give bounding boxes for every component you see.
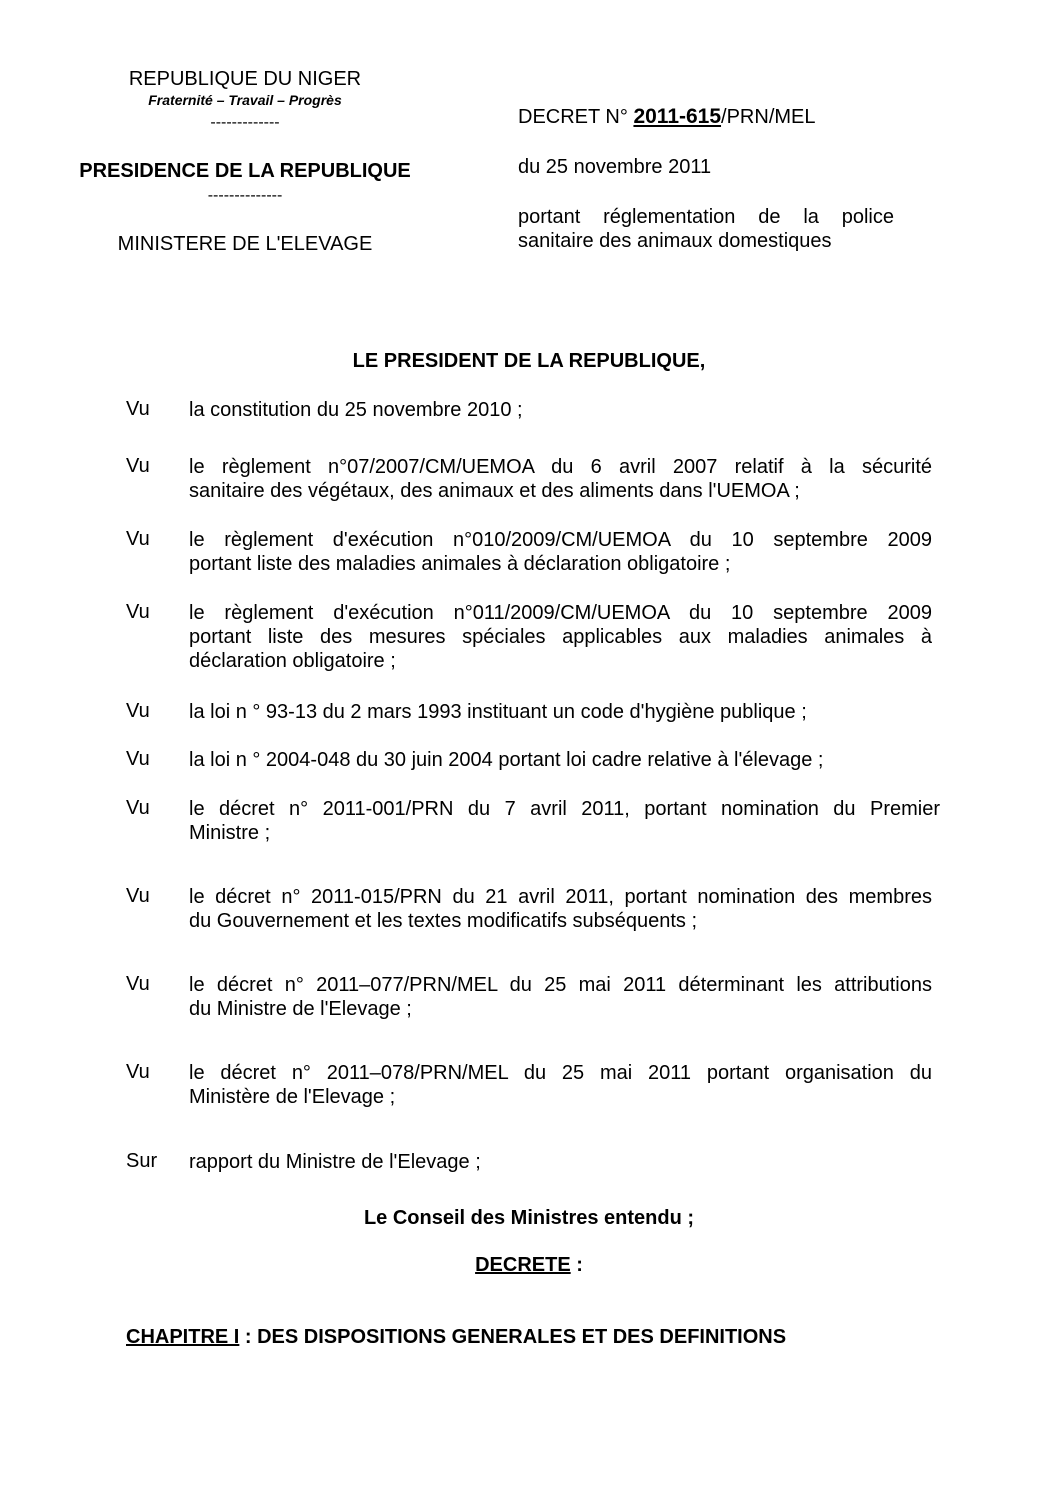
decree-prefix: DECRET N° [518, 106, 628, 128]
visa-line: déclaration obligatoire ; [189, 650, 396, 672]
decree-subject-line: sanitaire des animaux domestiques [518, 230, 832, 252]
visa-label: Vu [126, 601, 150, 623]
visa-label: Vu [126, 398, 150, 420]
visa-line: sanitaire des végétaux, des animaux et des aliments dans l'UEMOA ; [189, 480, 800, 502]
visa-line: Ministère de l'Elevage ; [189, 1086, 396, 1108]
visa-label: Vu [126, 797, 150, 819]
decree-reference [518, 105, 816, 129]
visa-line: rapport du Ministre de l'Elevage ; [189, 1151, 481, 1173]
visa-label: Vu [126, 973, 150, 995]
visa-text [189, 528, 932, 576]
decree-date: du 25 novembre 2011 [518, 156, 712, 178]
decrete-word: DECRETE [475, 1254, 571, 1276]
visa-text [189, 797, 940, 845]
visa-line: la loi n ° 2004-048 du 30 juin 2004 portant loi cadre relative à l'élevage ; [189, 749, 824, 771]
visa-line: le décret n° 2011-001/PRN du 7 avril 2011, portant nomination du Premier [189, 798, 940, 820]
visa-text [189, 1150, 932, 1174]
visa-text [189, 973, 932, 1021]
visa-text [189, 700, 932, 724]
preamble-title: LE PRESIDENT DE LA REPUBLIQUE, [352, 350, 706, 372]
visa-line: la constitution du 25 novembre 2010 ; [189, 399, 523, 421]
visa-line: le règlement d'exécution n°010/2009/CM/UEMOA du 10 septembre 2009 [189, 529, 932, 551]
visa-line: le décret n° 2011-015/PRN du 21 avril 2011, portant nomination des membres [189, 886, 932, 908]
chapter-title: : DES DISPOSITIONS GENERALES ET DES DEFINITIONS [239, 1326, 787, 1348]
visa-text [189, 885, 932, 933]
visa-label: Vu [126, 528, 150, 550]
separator-1: ------------- [210, 114, 280, 131]
visa-text [189, 748, 932, 772]
visa-line: du Ministre de l'Elevage ; [189, 998, 412, 1020]
council-statement: Le Conseil des Ministres entendu ; [363, 1207, 695, 1229]
visa-label: Vu [126, 1061, 150, 1083]
decree-suffix: /PRN/MEL [721, 106, 816, 128]
ministry-name: MINISTERE DE L'ELEVAGE [117, 233, 373, 255]
chapter-label: CHAPITRE I [126, 1326, 240, 1348]
visa-text [189, 601, 932, 673]
visa-line: Ministre ; [189, 822, 271, 844]
decree-subject-line: portant réglementation de la police [518, 206, 894, 228]
visa-line: la loi n ° 93-13 du 2 mars 1993 instituant un code d'hygiène publique ; [189, 701, 807, 723]
visa-text [189, 455, 932, 503]
decree-subject [518, 205, 894, 253]
visa-label: Vu [126, 700, 150, 722]
visa-line: portant liste des maladies animales à déclaration obligatoire ; [189, 553, 731, 575]
decrete-heading [0, 1254, 1058, 1277]
visa-line: le règlement n°07/2007/CM/UEMOA du 6 avril 2007 relatif à la sécurité [189, 456, 932, 478]
country-name: REPUBLIQUE DU NIGER [128, 68, 362, 90]
decree-number: 2011-615 [633, 105, 722, 128]
visa-label: Vu [126, 885, 150, 907]
presidency-title: PRESIDENCE DE LA REPUBLIQUE [79, 160, 411, 182]
visa-text [189, 1061, 932, 1109]
national-motto: Fraternité – Travail – Progrès [148, 92, 342, 108]
visa-line: le décret n° 2011–077/PRN/MEL du 25 mai 2011 déterminant les attributions [189, 974, 932, 996]
separator-2: -------------- [207, 187, 283, 204]
visa-line: du Gouvernement et les textes modificatifs subséquents ; [189, 910, 698, 932]
visa-line: portant liste des mesures spéciales applicables aux maladies animales à [189, 626, 932, 648]
visa-label: Sur [126, 1150, 158, 1172]
visa-label: Vu [126, 748, 150, 770]
visa-text [189, 398, 932, 422]
chapter-heading [126, 1326, 786, 1349]
decrete-colon: : [570, 1254, 583, 1276]
visa-line: le décret n° 2011–078/PRN/MEL du 25 mai 2011 portant organisation du [189, 1062, 932, 1084]
visa-label: Vu [126, 455, 150, 477]
visa-line: le règlement d'exécution n°011/2009/CM/UEMOA du 10 septembre 2009 [189, 602, 932, 624]
